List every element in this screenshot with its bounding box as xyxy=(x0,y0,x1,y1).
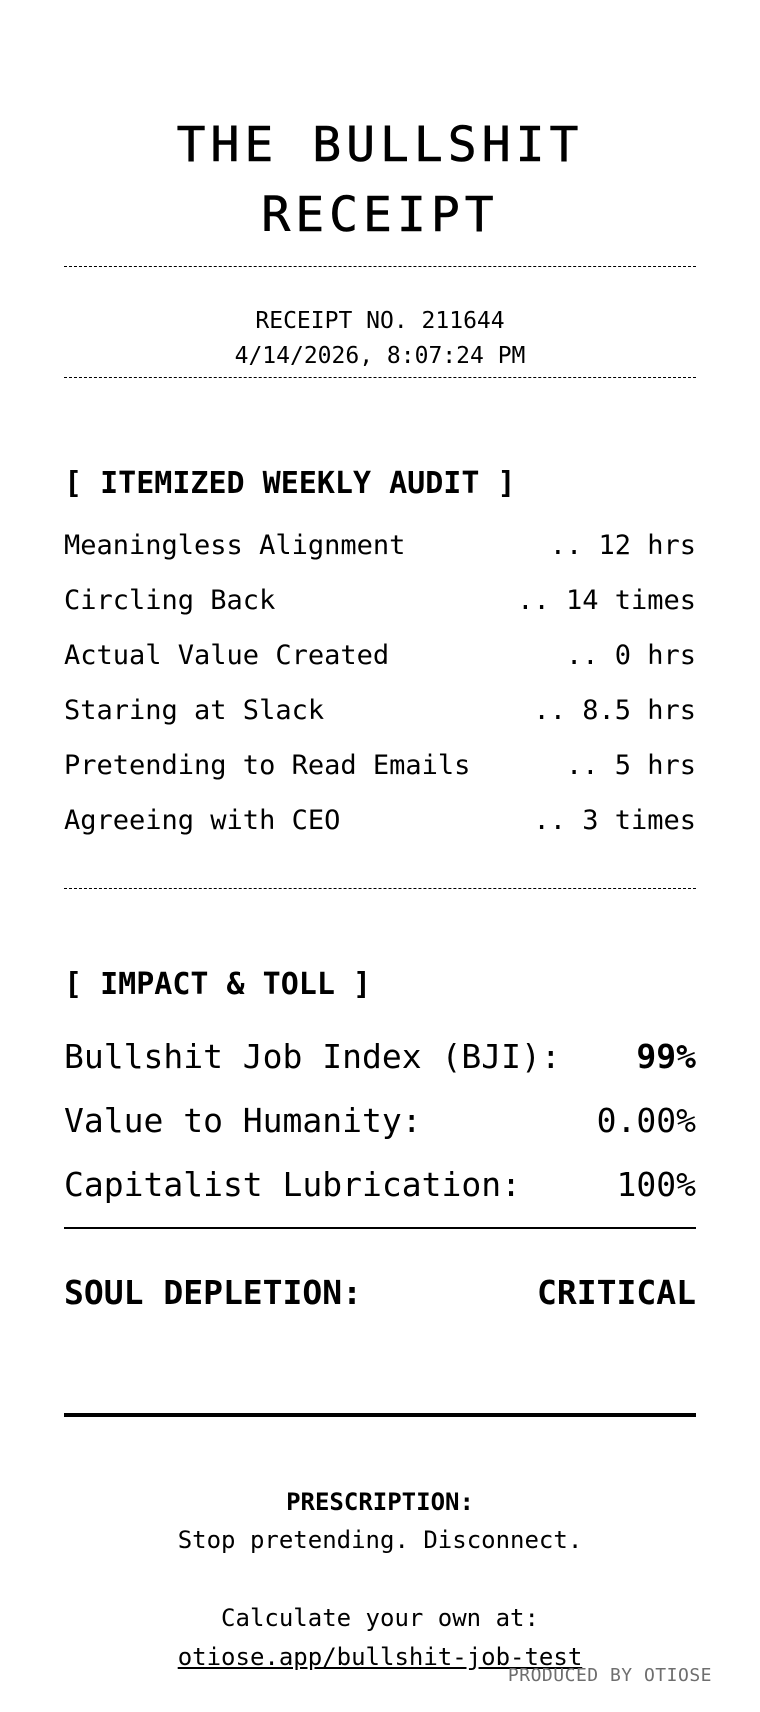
audit-label: Actual Value Created xyxy=(64,640,390,671)
audit-label: Agreeing with CEO xyxy=(64,805,341,836)
receipt-title-line-2: RECEIPT xyxy=(261,187,499,243)
impact-value: 0.00% xyxy=(596,1101,696,1140)
impact-list xyxy=(64,1025,696,1217)
audit-list xyxy=(64,518,696,848)
audit-row-staring-at-slack xyxy=(64,683,696,738)
receipt-title xyxy=(64,0,696,250)
audit-value: .. 3 times xyxy=(533,805,696,836)
receipt xyxy=(64,0,696,1677)
impact-label: Bullshit Job Index (BJI): xyxy=(64,1037,561,1076)
impact-row-capitalist-lubrication xyxy=(64,1153,696,1217)
cta-text: Calculate your own at: xyxy=(221,1604,539,1632)
audit-row-agreeing-with-ceo xyxy=(64,793,696,848)
audit-label: Pretending to Read Emails xyxy=(64,750,471,781)
soul-depletion-row xyxy=(64,1273,696,1313)
audit-label: Meaningless Alignment xyxy=(64,530,406,561)
audit-value: .. 14 times xyxy=(517,585,696,616)
soul-depletion-value: CRITICAL xyxy=(537,1273,696,1312)
impact-row-bji xyxy=(64,1025,696,1089)
receipt-footer xyxy=(64,1483,696,1677)
audit-label: Circling Back xyxy=(64,585,276,616)
cta-link[interactable]: otiose.app/bullshit-job-test xyxy=(177,1643,583,1671)
impact-label: Capitalist Lubrication: xyxy=(64,1165,521,1204)
prescription-text: Stop pretending. Disconnect. xyxy=(177,1526,583,1554)
audit-row-pretending-to-read-emails xyxy=(64,738,696,793)
impact-section-title: [ IMPACT & TOLL ] xyxy=(64,967,372,1002)
receipt-datetime: 4/14/2026, 8:07:24 PM xyxy=(234,343,526,369)
audit-row-meaningless-alignment xyxy=(64,518,696,573)
impact-value: 100% xyxy=(616,1165,696,1204)
receipt-number: RECEIPT NO. 211644 xyxy=(255,308,505,334)
audit-section-title: [ ITEMIZED WEEKLY AUDIT ] xyxy=(64,466,516,501)
receipt-meta xyxy=(64,267,696,374)
impact-label: Value to Humanity: xyxy=(64,1101,422,1140)
solid-divider xyxy=(64,1227,696,1229)
audit-row-actual-value-created xyxy=(64,628,696,683)
receipt-title-line-1: THE BULLSHIT xyxy=(176,117,584,173)
audit-value: .. 5 hrs xyxy=(565,750,696,781)
impact-row-value-to-humanity xyxy=(64,1089,696,1153)
audit-value: .. 12 hrs xyxy=(549,530,696,561)
produced-by-label: PRODUCED BY OTIOSE xyxy=(507,1665,712,1686)
dashed-divider xyxy=(64,888,696,889)
thick-divider xyxy=(64,1413,696,1417)
audit-row-circling-back xyxy=(64,573,696,628)
audit-value: .. 8.5 hrs xyxy=(533,695,696,726)
dashed-divider xyxy=(64,377,696,378)
audit-label: Staring at Slack xyxy=(64,695,325,726)
prescription-label: PRESCRIPTION: xyxy=(286,1488,474,1516)
impact-value: 99% xyxy=(636,1037,696,1076)
soul-depletion-label: SOUL DEPLETION: xyxy=(64,1273,363,1312)
audit-value: .. 0 hrs xyxy=(565,640,696,671)
